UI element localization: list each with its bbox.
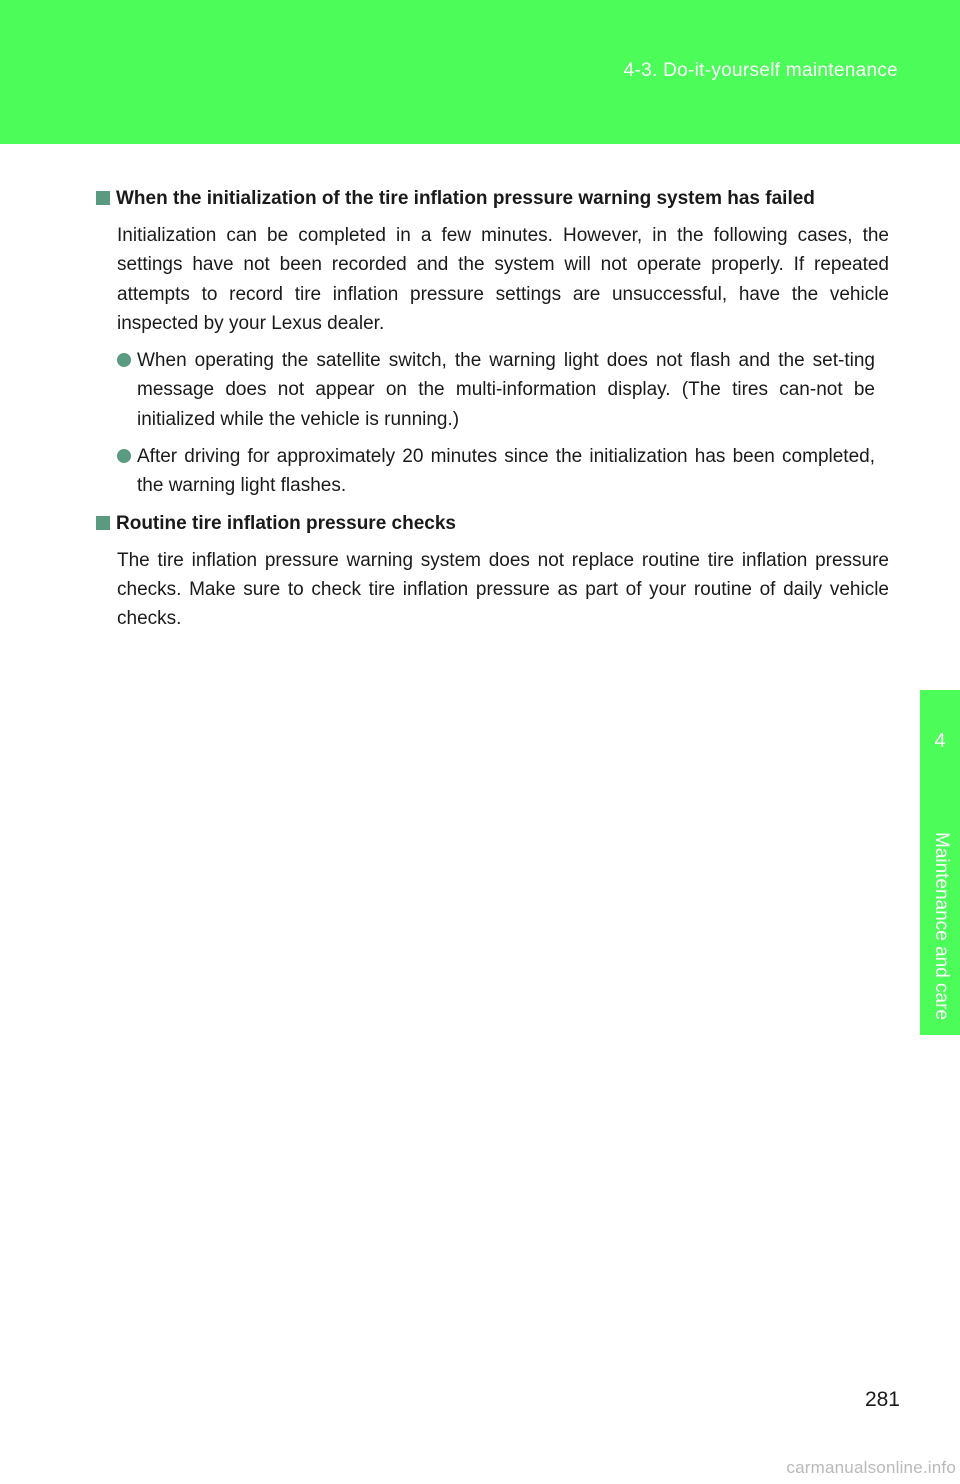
header-band: [0, 0, 960, 144]
circle-bullet-icon: [117, 353, 131, 367]
section-heading: [96, 509, 889, 538]
section-title: 4-3. Do-it-yourself maintenance: [623, 60, 898, 81]
chapter-label: Maintenance and care: [931, 832, 952, 1021]
chapter-tab: [920, 690, 960, 1035]
list-item: [117, 346, 875, 434]
list-item-text: After driving for approximately 20 minutes since the initialization has been completed, the warning light flashes.: [137, 446, 875, 497]
section-heading-text: Routine tire inflation pressure checks: [116, 512, 456, 534]
chapter-number: 4: [934, 730, 946, 752]
list-item-text: When operating the satellite switch, the warning light does not flash and the set-ting message does not appear on the multi-information display. (The tires can-not be initialized while the vehicle is running.): [137, 350, 875, 430]
section-body: Initialization can be completed in a few minutes. However, in the following cases, the settings have not been recorded and the system will not operate properly. If repeated attempts to record tire inflation pressure settings are unsuccessful, have the vehicle inspected by your Lexus dealer.: [117, 225, 889, 334]
page-number: 281: [864, 1388, 900, 1411]
list-item: [117, 442, 875, 501]
square-bullet-icon: [96, 191, 110, 205]
section-body: The tire inflation pressure warning system does not replace routine tire inflation pressure checks. Make sure to check tire inflation pressure as part of your routine of daily vehicle checks.: [117, 549, 889, 630]
watermark: carmanualsonline.info: [786, 1458, 956, 1477]
circle-bullet-icon: [117, 449, 131, 463]
section-heading: [96, 184, 889, 213]
page-content: [97, 184, 889, 642]
square-bullet-icon: [96, 516, 110, 530]
section-heading-text: When the initialization of the tire inflation pressure warning system has failed: [116, 188, 815, 209]
